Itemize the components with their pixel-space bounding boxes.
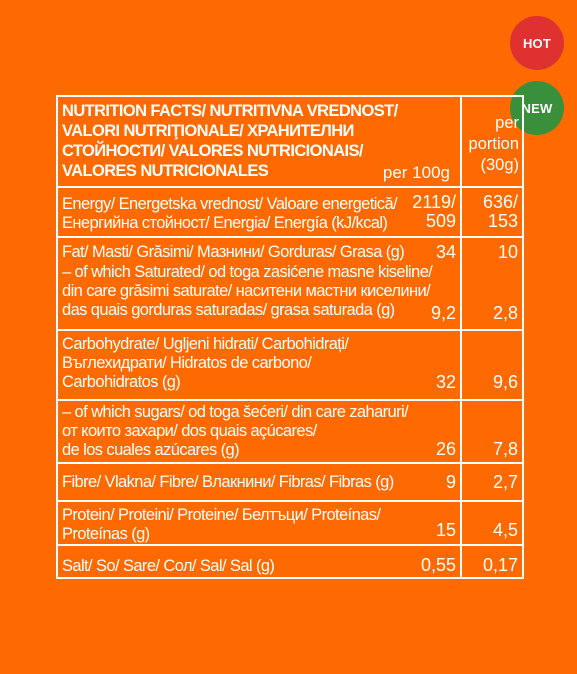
energy-portion [460,193,518,231]
value-line: 636/ [482,192,518,212]
label-line: Carbohydrate/ Ugljeni hidrati/ Carbohidrați/ [62,335,349,353]
per-100g-header: per 100g [382,163,450,182]
portion-line: per [495,114,519,132]
label-line: Въглехидрати/ Hidratos de carbono/ [62,354,312,372]
label-line: Energy/ Energetska vrednost/ Valoare energetică/ [62,195,398,213]
fat-portion: 10 [497,242,518,262]
label-line: Protein/ Proteini/ Proteine/ Белтъци/ Proteínas/ [62,506,381,524]
row-divider [58,236,522,238]
title-line: NUTRITION FACTS/ NUTRITIVNA VREDNOST/ [62,102,398,120]
new-badge[interactable]: NEW [510,81,564,135]
title-line: СТОЙНОСТИ/ VALORES NUTRICIONAIS/ [62,142,363,160]
fibre-label [62,473,454,492]
title-line: VALORES NUTRICIONALES [62,162,269,180]
label-line: – of which sugars/ od toga šećeri/ din care zaharuri/ [62,403,409,421]
fat-per100: 34 [435,242,456,262]
carbohydrate-label [62,335,454,392]
energy-label [62,192,456,233]
label-line: – of which Saturated/ od toga zasićene masne kiseline/ [62,263,433,281]
per-portion-header [459,113,519,176]
value-line: 2119/ [412,192,456,212]
energy-per100 [412,193,456,231]
fibre-portion: 2,7 [492,472,518,492]
title-line: VALORI NUTRIŢIONALE/ ХРАНИТЕЛНИ [62,122,354,140]
fibre-per100: 9 [445,472,456,492]
protein-per100: 15 [435,520,456,540]
carbohydrate-portion: 9,6 [492,372,518,392]
row-divider [58,500,522,502]
row-divider [58,544,522,546]
fat-label [62,243,454,262]
value-line: 509 [425,211,456,231]
protein-label [62,506,454,544]
label-line: Fat/ Masti/ Grăsimi/ Мазнини/ Gorduras/ Grasa (g) [62,243,405,261]
label-line: Proteínas (g) [62,525,150,543]
protein-portion: 4,5 [492,520,518,540]
row-divider [58,399,522,401]
nutrition-table [56,95,524,579]
sugars-label [62,403,454,460]
saturated-portion: 2,8 [492,303,518,323]
label-line: Енергийна стойност/ Energia/ Energía (kJ/kcal) [62,214,388,232]
label-line: от които захари/ dos quais açúcares/ [62,422,317,440]
sugars-portion: 7,8 [492,439,518,459]
saturated-per100: 9,2 [430,303,456,323]
row-divider [58,186,522,188]
carbohydrate-per100: 32 [435,372,456,392]
label-line: Carbohidratos (g) [62,373,181,391]
salt-portion: 0,17 [482,555,518,575]
label-line: Salt/ So/ Sare/ Сол/ Sal/ Sal (g) [62,557,275,575]
portion-line: portion [468,135,519,153]
sugars-per100: 26 [435,439,456,459]
saturated-label [62,263,454,320]
label-line: din care grăsimi saturate/ наситени мастни киселини/ [62,282,431,300]
hot-badge[interactable]: HOT [510,16,564,70]
row-divider [58,462,522,464]
label-line: de los cuales azúcares (g) [62,441,239,459]
salt-label [62,557,454,576]
row-divider [58,329,522,331]
salt-per100: 0,55 [420,555,456,575]
label-line: das quais gorduras saturadas/ grasa saturada (g) [62,301,395,319]
value-line: 153 [487,211,518,231]
label-line: Fibre/ Vlakna/ Fibre/ Влакнини/ Fibras/ Fibras (g) [62,473,394,491]
portion-line: (30g) [480,156,519,174]
